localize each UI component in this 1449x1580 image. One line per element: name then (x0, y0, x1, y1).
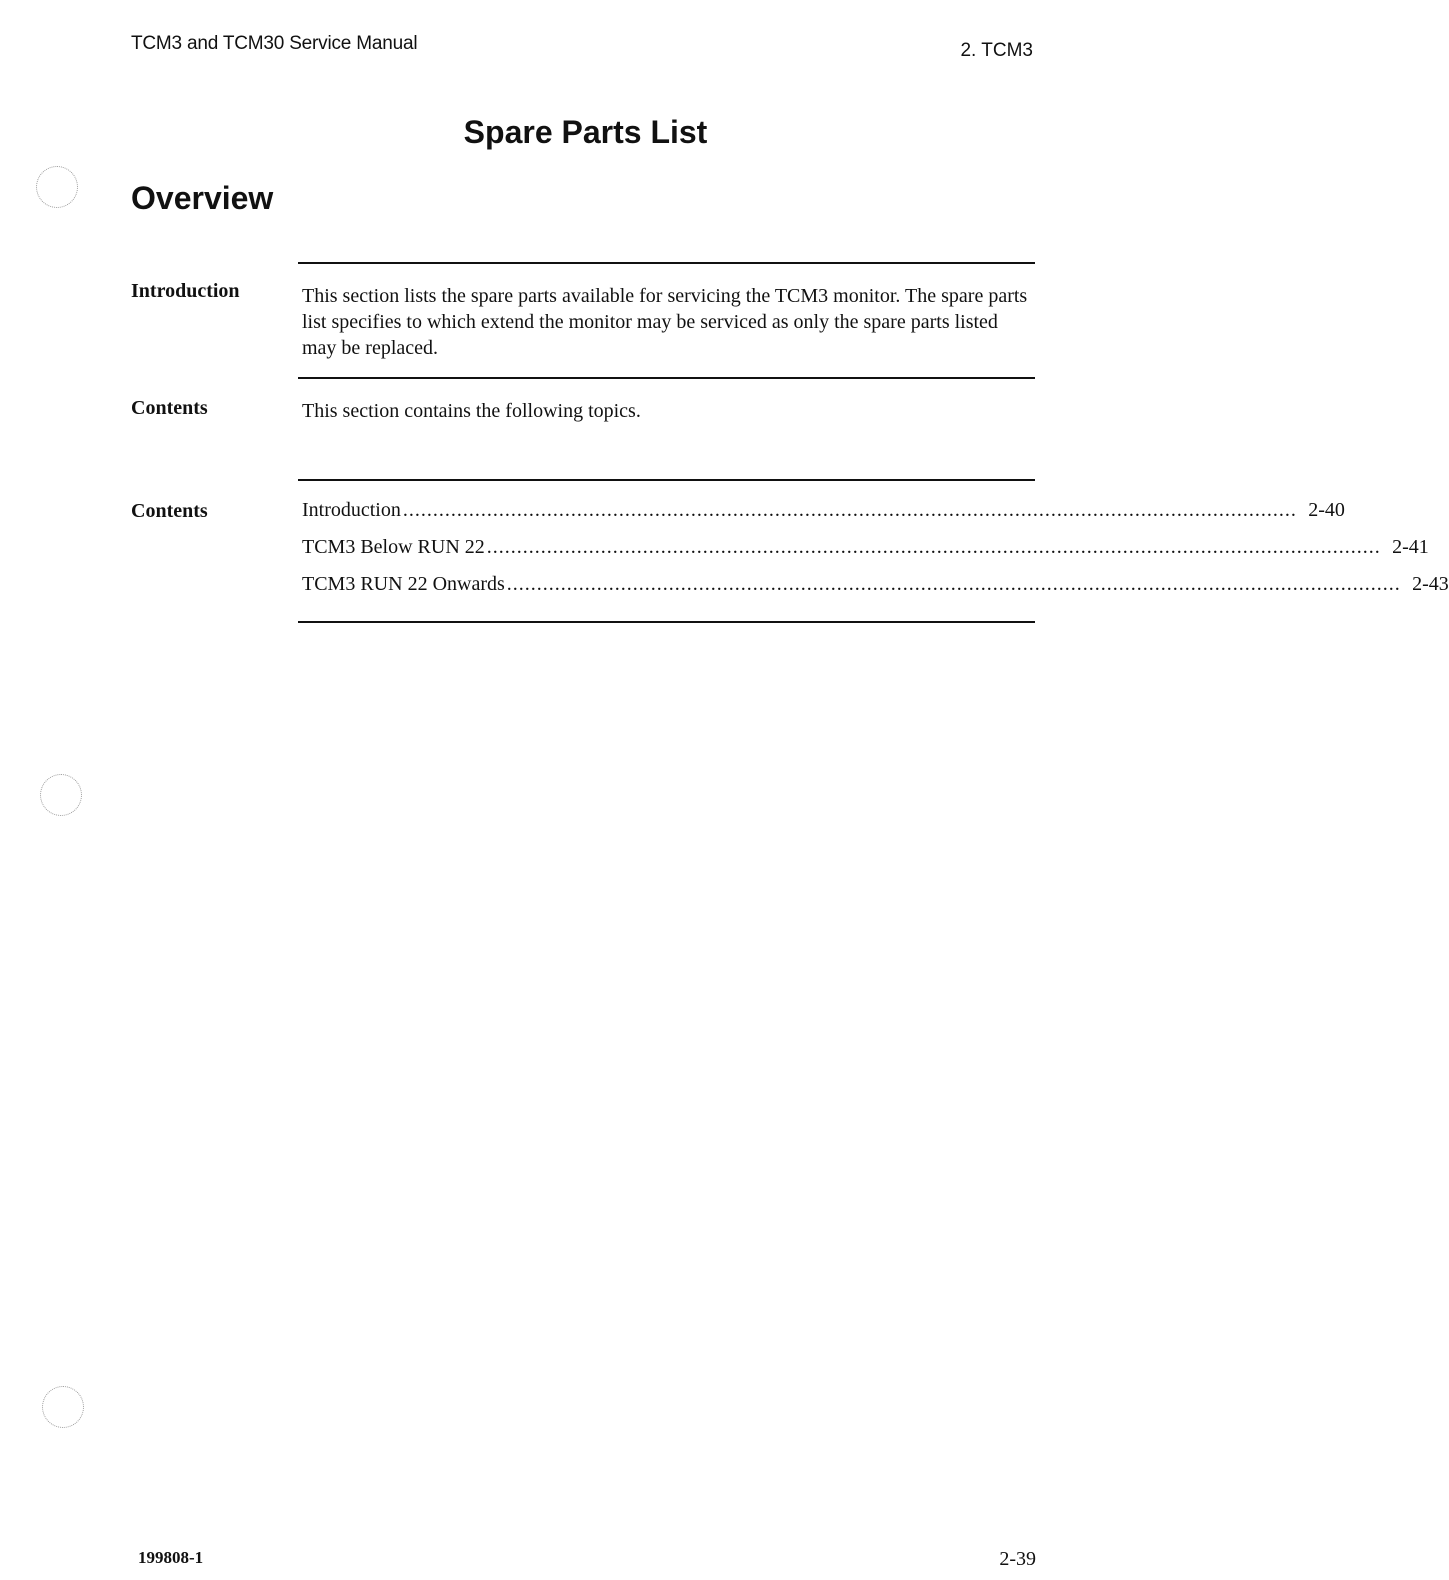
page-title: Spare Parts List (463, 114, 708, 150)
scan-punch-hole (40, 774, 82, 816)
scan-punch-hole (36, 166, 78, 208)
contents-label: Contents (131, 397, 208, 419)
toc-dot-leader: ..................................................................................................................................................... (402, 499, 1297, 521)
toc-entry-title: TCM3 RUN 22 Onwards (302, 573, 505, 595)
toc-entry-title: Introduction (302, 499, 401, 521)
chapter-label: 2. TCM3 (960, 40, 1033, 61)
toc-dot-leader: ..................................................................................................................................................... (486, 536, 1381, 558)
document-number: 199808-1 (138, 1548, 204, 1567)
page-number: 2-39 (999, 1548, 1036, 1570)
divider (298, 479, 1035, 481)
toc-entry-page: 2-41 (1392, 536, 1429, 558)
manual-title: TCM3 and TCM30 Service Manual (131, 33, 418, 54)
scan-punch-hole (42, 1386, 84, 1428)
toc-entry[interactable] (302, 536, 1429, 573)
toc-entry-page: 2-43 (1412, 573, 1449, 595)
divider (298, 262, 1035, 264)
contents-table-label: Contents (131, 500, 208, 522)
contents-intro-text: This section contains the following topics. (302, 400, 641, 422)
toc-entry[interactable] (302, 499, 1345, 536)
introduction-label: Introduction (131, 280, 240, 302)
table-of-contents (302, 499, 1449, 610)
toc-entry-title: TCM3 Below RUN 22 (302, 536, 485, 558)
section-heading: Overview (131, 180, 274, 216)
introduction-text: This section lists the spare parts available for servicing the TCM3 monitor. The spare parts list specifies to which extend the monitor may be serviced as only the spare parts listed may be replaced. (302, 285, 1028, 359)
divider (298, 621, 1035, 623)
toc-entry-page: 2-40 (1308, 499, 1345, 521)
divider (298, 377, 1035, 379)
toc-dot-leader: ..................................................................................................................................................... (506, 573, 1401, 595)
toc-entry[interactable] (302, 573, 1449, 610)
